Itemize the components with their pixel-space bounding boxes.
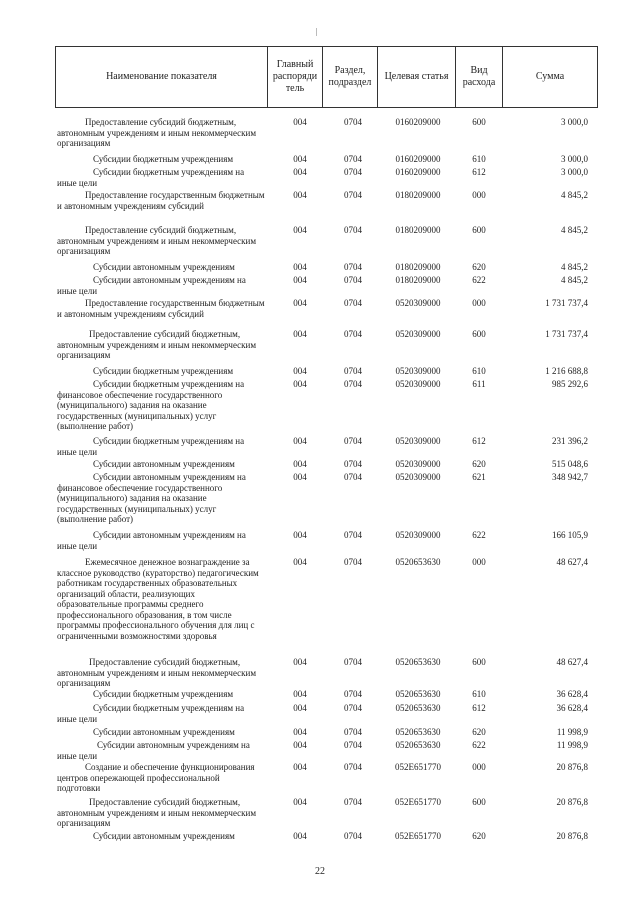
row-vr: 622 xyxy=(472,740,486,750)
row-cs: 0520309000 xyxy=(395,459,441,469)
row-name: Субсидии автономным учреждениям xyxy=(93,727,235,737)
row-razdel: 0704 xyxy=(344,167,362,177)
row-gl: 004 xyxy=(293,689,307,699)
row-gl: 004 xyxy=(293,379,307,389)
row-cs: 0520653630 xyxy=(395,689,441,699)
header-cs: Целевая статья xyxy=(377,47,455,107)
row-razdel: 0704 xyxy=(344,154,362,164)
row-cs: 052E651770 xyxy=(395,831,441,841)
row-sum: 1 731 737,4 xyxy=(545,329,588,339)
row-gl: 004 xyxy=(293,657,307,667)
row-cs: 0160209000 xyxy=(395,167,441,177)
header-name: Наименование показателя xyxy=(106,71,217,82)
row-sum: 48 627,4 xyxy=(556,557,588,567)
row-name: Субсидии автономным учреждениям xyxy=(93,262,235,272)
row-cs: 0180209000 xyxy=(395,190,441,200)
row-razdel: 0704 xyxy=(344,797,362,807)
row-gl: 004 xyxy=(293,275,307,285)
row-vr: 620 xyxy=(472,727,486,737)
row-cs: 0520309000 xyxy=(395,379,441,389)
row-cs: 0180209000 xyxy=(395,275,441,285)
row-sum: 4 845,2 xyxy=(561,275,588,285)
page-number: 22 xyxy=(315,866,325,877)
row-sum: 11 998,9 xyxy=(556,740,588,750)
row-name: Субсидии автономным учреждениям на финансовое обеспечение государственного (муниципального) задания на оказание государственных (муниципальных) услуг (выполнение работ) xyxy=(57,472,246,524)
row-sum: 4 845,2 xyxy=(561,262,588,272)
row-gl: 004 xyxy=(293,727,307,737)
row-name: Субсидии автономным учреждениям на иные цели xyxy=(57,530,246,551)
row-sum: 3 000,0 xyxy=(561,154,588,164)
row-razdel: 0704 xyxy=(344,366,362,376)
row-vr: 610 xyxy=(472,366,486,376)
row-vr: 612 xyxy=(472,703,486,713)
row-sum: 348 942,7 xyxy=(552,472,588,482)
row-cs: 0160209000 xyxy=(395,154,441,164)
row-name: Субсидии автономным учреждениям на иные цели xyxy=(57,275,246,296)
row-razdel: 0704 xyxy=(344,557,362,567)
row-cs: 0520309000 xyxy=(395,329,441,339)
row-cs: 0520309000 xyxy=(395,472,441,482)
row-razdel: 0704 xyxy=(344,472,362,482)
row-name: Субсидии автономным учреждениям xyxy=(93,459,235,469)
row-sum: 515 048,6 xyxy=(552,459,588,469)
row-gl: 004 xyxy=(293,472,307,482)
row-razdel: 0704 xyxy=(344,225,362,235)
row-gl: 004 xyxy=(293,797,307,807)
header-gl: Главный распоряди тель xyxy=(267,47,322,107)
row-name: Предоставление субсидий бюджетным, автономным учреждениям и иным некоммерческим организациям xyxy=(57,225,257,256)
row-name: Субсидии бюджетным учреждениям xyxy=(93,366,234,376)
table-header xyxy=(55,46,598,108)
row-cs: 0160209000 xyxy=(395,117,441,127)
row-name: Субсидии автономным учреждениям на иные цели xyxy=(57,740,250,761)
row-vr: 600 xyxy=(472,117,486,127)
row-razdel: 0704 xyxy=(344,657,362,667)
row-cs: 052E651770 xyxy=(395,762,441,772)
row-gl: 004 xyxy=(293,190,307,200)
row-sum: 4 845,2 xyxy=(561,190,588,200)
row-vr: 612 xyxy=(472,167,486,177)
row-name: Предоставление государственным бюджетным и автономным учреждениям субсидий xyxy=(57,190,265,211)
row-vr: 610 xyxy=(472,689,486,699)
row-razdel: 0704 xyxy=(344,727,362,737)
row-vr: 621 xyxy=(472,472,486,482)
row-razdel: 0704 xyxy=(344,298,362,308)
row-name: Субсидии бюджетным учреждениям на иные цели xyxy=(57,703,245,724)
row-gl: 004 xyxy=(293,298,307,308)
row-cs: 0520309000 xyxy=(395,298,441,308)
row-name: Предоставление субсидий бюджетным, автономным учреждениям и иным некоммерческим организациям xyxy=(57,797,257,828)
row-razdel: 0704 xyxy=(344,329,362,339)
row-gl: 004 xyxy=(293,366,307,376)
row-razdel: 0704 xyxy=(344,459,362,469)
row-sum: 3 000,0 xyxy=(561,117,588,127)
row-name: Предоставление государственным бюджетным и автономным учреждениям субсидий xyxy=(57,298,265,319)
row-vr: 620 xyxy=(472,831,486,841)
row-vr: 000 xyxy=(472,762,486,772)
row-razdel: 0704 xyxy=(344,831,362,841)
row-name: Субсидии автономным учреждениям xyxy=(93,831,235,841)
row-vr: 611 xyxy=(472,379,486,389)
row-razdel: 0704 xyxy=(344,262,362,272)
row-name: Предоставление субсидий бюджетным, автономным учреждениям и иным некоммерческим организациям xyxy=(57,329,257,360)
row-gl: 004 xyxy=(293,329,307,339)
row-razdel: 0704 xyxy=(344,190,362,200)
row-gl: 004 xyxy=(293,436,307,446)
row-vr: 622 xyxy=(472,530,486,540)
row-gl: 004 xyxy=(293,831,307,841)
row-razdel: 0704 xyxy=(344,436,362,446)
row-sum: 20 876,8 xyxy=(556,831,588,841)
row-sum: 36 628,4 xyxy=(556,689,588,699)
row-sum: 1 731 737,4 xyxy=(545,298,588,308)
row-sum: 20 876,8 xyxy=(556,797,588,807)
row-name: Субсидии бюджетным учреждениям на иные цели xyxy=(57,436,245,457)
row-gl: 004 xyxy=(293,167,307,177)
row-vr: 000 xyxy=(472,298,486,308)
row-vr: 620 xyxy=(472,459,486,469)
scan-mark xyxy=(316,28,317,36)
row-name: Предоставление субсидий бюджетным, автономным учреждениям и иным некоммерческим организациям xyxy=(57,657,257,688)
row-sum: 36 628,4 xyxy=(556,703,588,713)
row-razdel: 0704 xyxy=(344,762,362,772)
row-name: Субсидии бюджетным учреждениям xyxy=(93,689,234,699)
row-gl: 004 xyxy=(293,703,307,713)
row-cs: 052E651770 xyxy=(395,797,441,807)
row-gl: 004 xyxy=(293,262,307,272)
row-sum: 985 292,6 xyxy=(552,379,588,389)
row-gl: 004 xyxy=(293,225,307,235)
header-razdel: Раздел, подраздел xyxy=(322,47,377,107)
row-cs: 0520653630 xyxy=(395,740,441,750)
row-razdel: 0704 xyxy=(344,689,362,699)
row-name: Создание и обеспечение функционирования центров опережающей профессиональной подготовки xyxy=(57,762,255,793)
row-vr: 610 xyxy=(472,154,486,164)
row-vr: 600 xyxy=(472,657,486,667)
row-sum: 48 627,4 xyxy=(556,657,588,667)
row-gl: 004 xyxy=(293,762,307,772)
row-cs: 0520653630 xyxy=(395,727,441,737)
row-gl: 004 xyxy=(293,557,307,567)
row-cs: 0520309000 xyxy=(395,436,441,446)
header-vr: Вид расхода xyxy=(455,47,502,107)
row-cs: 0180209000 xyxy=(395,225,441,235)
row-gl: 004 xyxy=(293,459,307,469)
row-razdel: 0704 xyxy=(344,379,362,389)
row-sum: 1 216 688,8 xyxy=(545,366,588,376)
row-vr: 600 xyxy=(472,225,486,235)
header-sum: Сумма xyxy=(502,47,597,107)
row-cs: 0520653630 xyxy=(395,657,441,667)
row-razdel: 0704 xyxy=(344,117,362,127)
row-name: Предоставление субсидий бюджетным, автономным учреждениям и иным некоммерческим организациям xyxy=(57,117,257,148)
row-name: Ежемесячное денежное вознаграждение за классное руководство (кураторство) педагогическим работникам государственных образовательных организаций области, реализующих образовательные программы среднего профессионального образования, в том числе программы профессионального обучения для лиц с ограниченными возможностями здоровья xyxy=(57,557,259,641)
row-vr: 600 xyxy=(472,797,486,807)
row-razdel: 0704 xyxy=(344,740,362,750)
row-gl: 004 xyxy=(293,530,307,540)
row-vr: 000 xyxy=(472,557,486,567)
row-vr: 600 xyxy=(472,329,486,339)
row-gl: 004 xyxy=(293,740,307,750)
row-name: Субсидии бюджетным учреждениям на финансовое обеспечение государственного (муниципального) задания на оказание государственных (муниципальных) услуг (выполнение работ) xyxy=(57,379,245,431)
row-razdel: 0704 xyxy=(344,703,362,713)
row-sum: 231 396,2 xyxy=(552,436,588,446)
row-cs: 0180209000 xyxy=(395,262,441,272)
row-name: Субсидии бюджетным учреждениям xyxy=(93,154,234,164)
row-gl: 004 xyxy=(293,117,307,127)
row-razdel: 0704 xyxy=(344,275,362,285)
row-sum: 3 000,0 xyxy=(561,167,588,177)
row-vr: 612 xyxy=(472,436,486,446)
row-sum: 20 876,8 xyxy=(556,762,588,772)
row-cs: 0520309000 xyxy=(395,366,441,376)
row-sum: 4 845,2 xyxy=(561,225,588,235)
row-vr: 000 xyxy=(472,190,486,200)
row-name: Субсидии бюджетным учреждениям на иные цели xyxy=(57,167,245,188)
row-cs: 0520309000 xyxy=(395,530,441,540)
row-sum: 11 998,9 xyxy=(556,727,588,737)
row-cs: 0520653630 xyxy=(395,557,441,567)
row-vr: 622 xyxy=(472,275,486,285)
row-vr: 620 xyxy=(472,262,486,272)
row-sum: 166 105,9 xyxy=(552,530,588,540)
row-razdel: 0704 xyxy=(344,530,362,540)
row-gl: 004 xyxy=(293,154,307,164)
row-cs: 0520653630 xyxy=(395,703,441,713)
